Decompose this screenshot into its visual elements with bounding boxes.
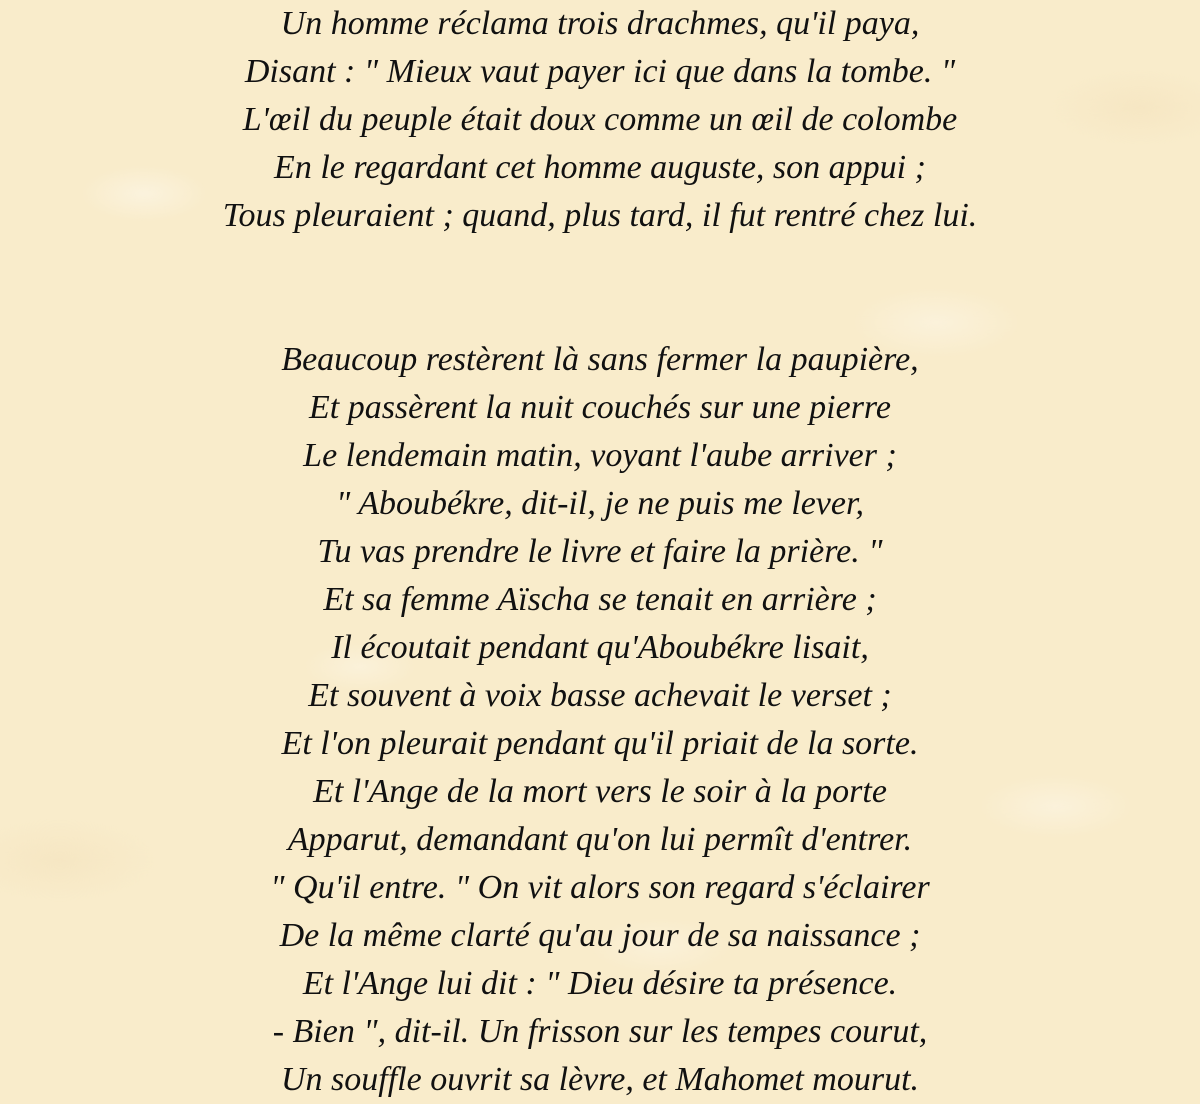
poem-line: En le regardant cet homme auguste, son appui ; xyxy=(274,149,926,186)
poem-line: Tu vas prendre le livre et faire la prière. " xyxy=(317,533,883,570)
poem-line: " Qu'il entre. " On vit alors son regard s'éclairer xyxy=(270,869,930,906)
stanza-2 xyxy=(0,336,1200,1104)
poem-line: Et passèrent la nuit couchés sur une pierre xyxy=(308,389,891,426)
poem-line: Il écoutait pendant qu'Aboubékre lisait, xyxy=(331,629,869,666)
poem-line: Le lendemain matin, voyant l'aube arriver ; xyxy=(303,437,897,474)
poem-line: Et l'Ange de la mort vers le soir à la porte xyxy=(313,773,887,810)
poem-line: Et l'on pleurait pendant qu'il priait de la sorte. xyxy=(281,725,919,762)
poem-line: Et souvent à voix basse achevait le verset ; xyxy=(308,677,892,714)
poem-line: Un souffle ouvrit sa lèvre, et Mahomet mourut. xyxy=(280,1061,920,1098)
poem-line: De la même clarté qu'au jour de sa naissance ; xyxy=(279,917,921,954)
poem-line: Et sa femme Aïscha se tenait en arrière ; xyxy=(323,581,877,618)
stanza-1 xyxy=(0,0,1200,240)
poem-line: Apparut, demandant qu'on lui permît d'entrer. xyxy=(287,821,913,858)
poem-line: Un homme réclama trois drachmes, qu'il paya, xyxy=(280,5,920,42)
poem-line: - Bien ", dit-il. Un frisson sur les tempes courut, xyxy=(272,1013,928,1050)
poem-line: Beaucoup restèrent là sans fermer la paupière, xyxy=(281,341,919,378)
poem-line: " Aboubékre, dit-il, je ne puis me lever, xyxy=(336,485,864,522)
poem-line: Disant : " Mieux vaut payer ici que dans la tombe. " xyxy=(244,53,956,90)
poem-line: Et l'Ange lui dit : " Dieu désire ta présence. xyxy=(302,965,898,1002)
poem-line: Tous pleuraient ; quand, plus tard, il fut rentré chez lui. xyxy=(222,197,978,234)
poem-line: L'œil du peuple était doux comme un œil de colombe xyxy=(242,101,958,138)
